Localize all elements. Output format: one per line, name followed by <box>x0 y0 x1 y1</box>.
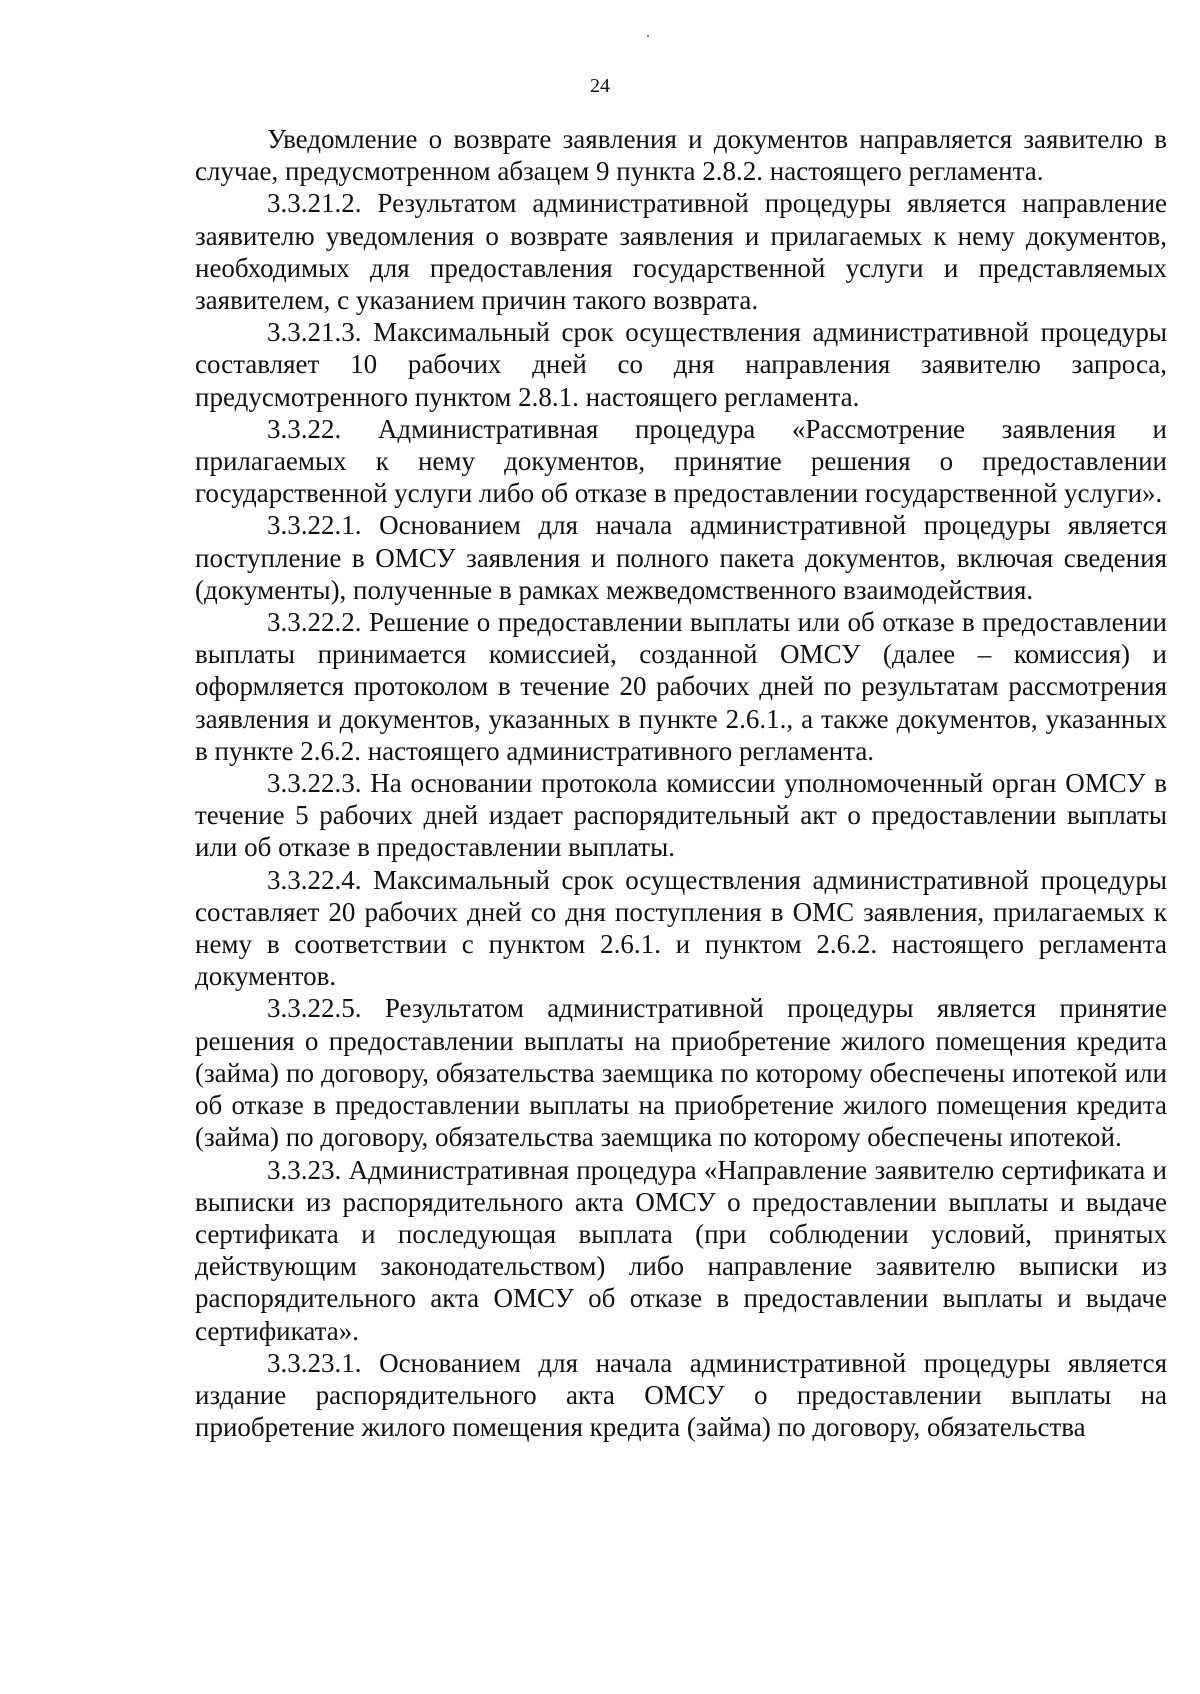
paragraph-3-3-22-2: 3.3.22.2. Решение о предоставлении выплаты или об отказе в предоставлении выплаты принимается комиссией, созданной ОМСУ (далее – комиссия) и оформляется протоколом в течение 20 рабочих дней по результатам рассмотрения заявления и документов, указанных в пункте 2.6.1., а также документов, указанных в пункте 2.6.2. настоящего административного регламента. <box>195 607 1167 766</box>
scan-speck <box>647 35 649 37</box>
page-number: 24 <box>590 75 610 97</box>
paragraph-3-3-22-4: 3.3.22.4. Максимальный срок осуществления административной процедуры составляет 20 рабочих дней со дня поступления в ОМС заявления, прилагаемых к нему в соответствии с пунктом 2.6.1. и пунктом 2.6.2. настоящего регламента документов. <box>195 864 1167 992</box>
paragraph-3-3-22-3: 3.3.22.3. На основании протокола комиссии уполномоченный орган ОМСУ в течение 5 рабочих дней издает распорядительный акт о предоставлении выплаты или об отказе в предоставлении выплаты. <box>195 768 1167 863</box>
document-body <box>195 123 1167 1443</box>
paragraph-3-3-22-1: 3.3.22.1. Основанием для начала административной процедуры является поступление в ОМСУ заявления и полного пакета документов, включая сведения (документы), полученные в рамках межведомственного взаимодействия. <box>195 510 1167 605</box>
paragraph-return-notice: Уведомление о возврате заявления и документов направляется заявителю в случае, предусмотренном абзацем 9 пункта 2.8.2. настоящего регламента. <box>195 124 1167 187</box>
paragraph-3-3-23-1: 3.3.23.1. Основанием для начала административной процедуры является издание распорядительного акта ОМСУ о предоставлении выплаты на приобретение жилого помещения кредита (займа) по договору, обязательства <box>195 1347 1167 1443</box>
paragraph-3-3-23: 3.3.23. Административная процедура «Направление заявителю сертификата и выписки из распорядительного акта ОМСУ о предоставлении выплаты и выдаче сертификата и последующая выплата (при соблюдении условий, принятых действующим законодательством) либо направление заявителю выписки из распорядительного акта ОМСУ об отказе в предоставлении выплаты и выдаче сертификата». <box>195 1154 1167 1346</box>
paragraph-3-3-21-2: 3.3.21.2. Результатом административной процедуры является направление заявителю уведомления о возврате заявления и прилагаемых к нему документов, необходимых для предоставления государственной услуги и представляемых заявителем, с указанием причин такого возврата. <box>195 188 1167 316</box>
paragraph-3-3-21-3: 3.3.21.3. Максимальный срок осуществления административной процедуры составляет 10 рабочих дней со дня направления заявителю запроса, предусмотренного пунктом 2.8.1. настоящего регламента. <box>195 317 1167 412</box>
paragraph-3-3-22-5: 3.3.22.5. Результатом административной процедуры является принятие решения о предоставлении выплаты на приобретение жилого помещения кредита (займа) по договору, обязательства заемщика по которому обеспечены ипотекой или об отказе в предоставлении выплаты на приобретение жилого помещения кредита (займа) по договору, обязательства заемщика по которому обеспечены ипотекой. <box>195 993 1167 1153</box>
paragraph-3-3-22: 3.3.22. Административная процедура «Рассмотрение заявления и прилагаемых к нему документов, принятие решения о предоставлении государственной услуги либо об отказе в предоставлении государственной услуги». <box>195 413 1167 509</box>
